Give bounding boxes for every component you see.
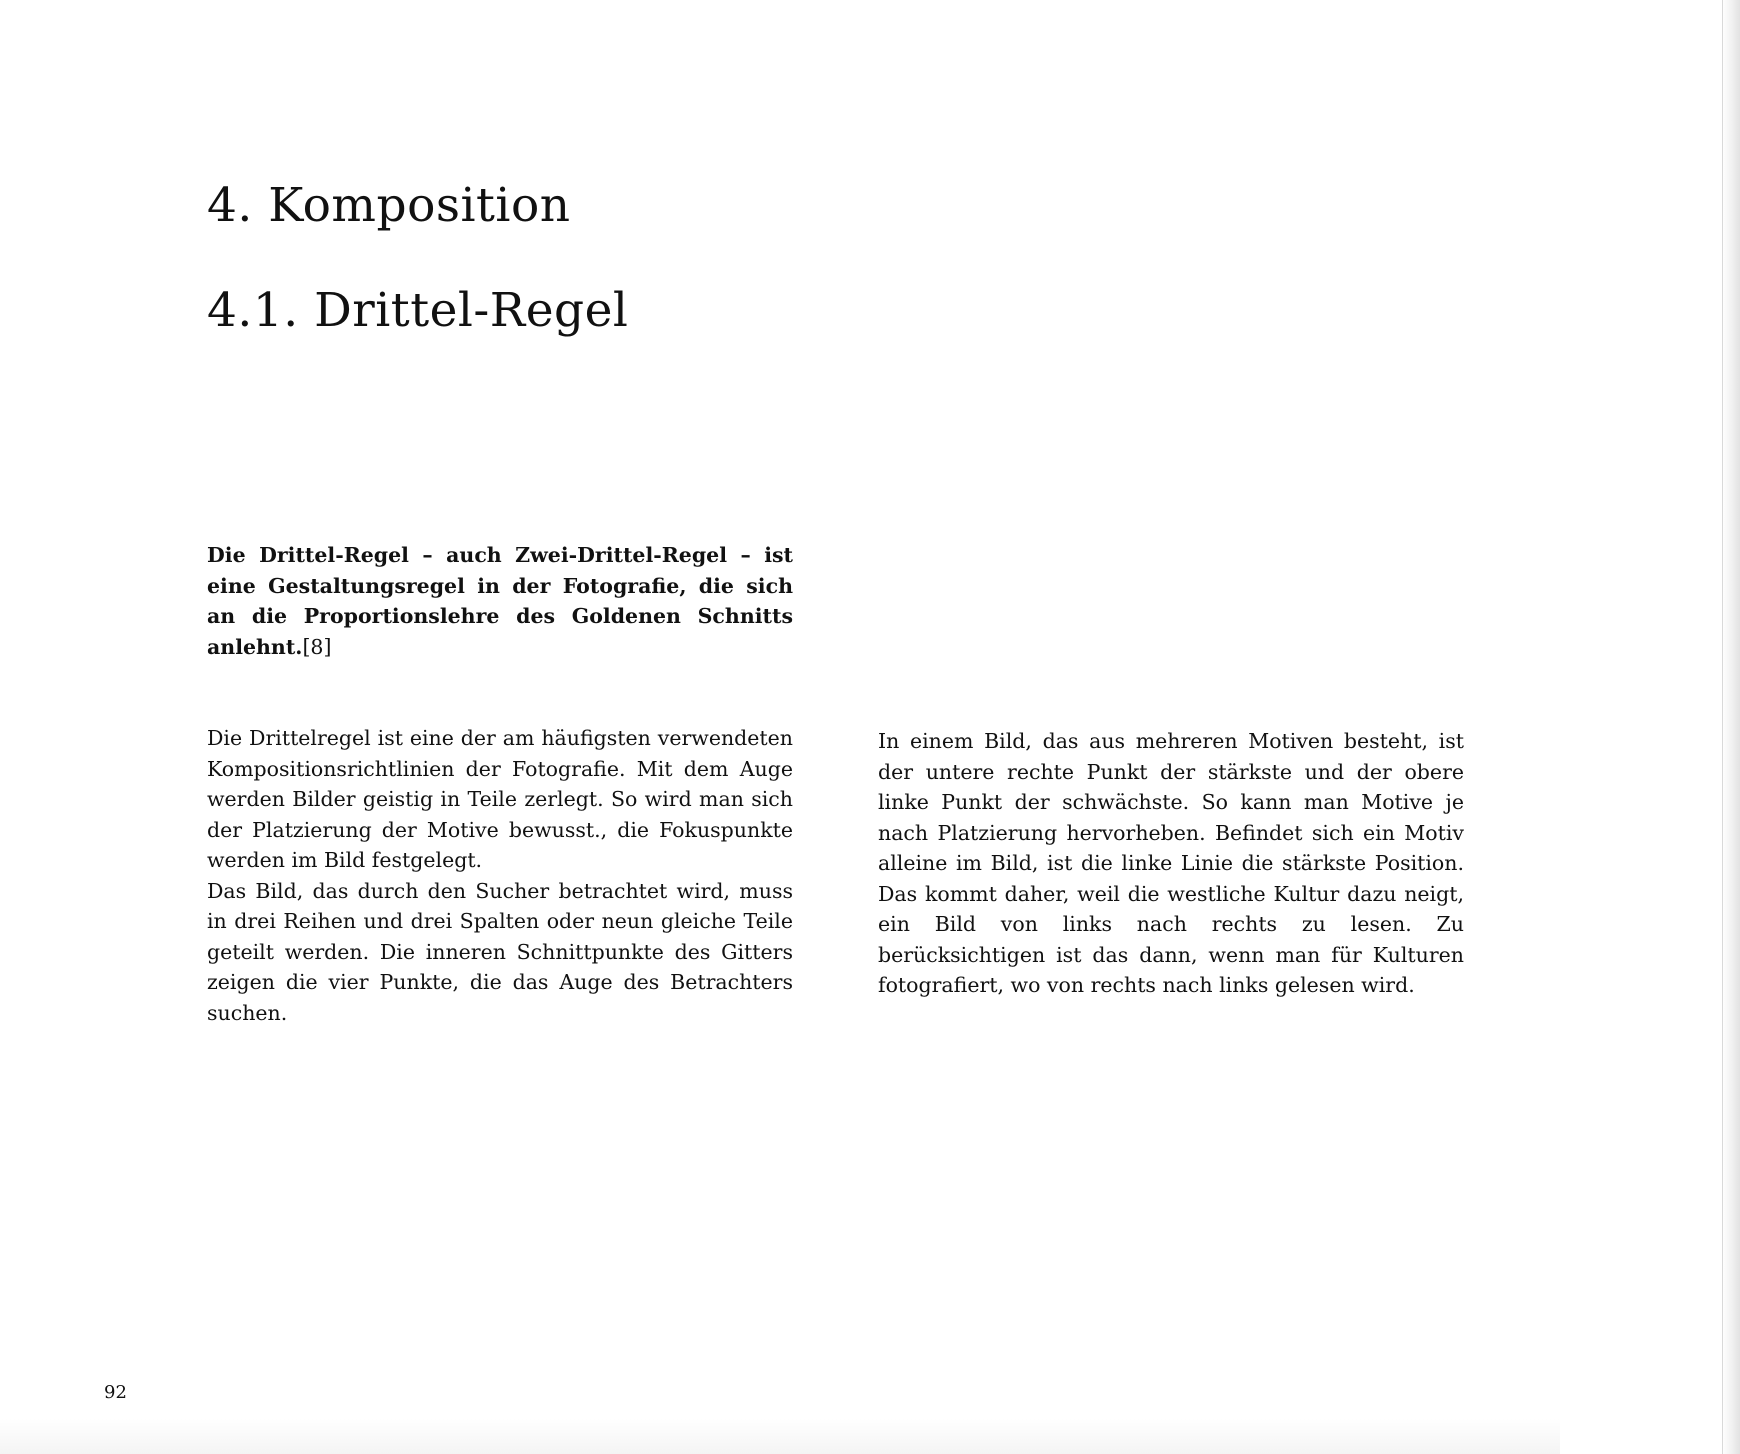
page-edge-line — [1722, 0, 1723, 1454]
body-paragraph: Die Drittelregel ist eine der am häufigsten verwendeten Kompositionsrichtlinien der Fotografie. Mit dem Auge werden Bilder geistig in Teile zerlegt. So wird man sich der Platzierung der Motive bewusst., die Fokuspunkte werden im Bild festgelegt. — [207, 726, 793, 872]
page-edge — [1722, 0, 1740, 1454]
bottom-shadow — [0, 1418, 1560, 1454]
left-text-column — [207, 723, 793, 1028]
body-paragraph: Das Bild, das durch den Sucher betrachtet wird, muss in drei Reihen und drei Spalten oder neun gleiche Teile geteilt werden. Die inneren Schnittpunkte des Gitters zeigen die vier Punkte, die das Auge des Betrachters suchen. — [207, 878, 793, 1025]
intro-paragraph — [207, 540, 793, 662]
right-text-column — [878, 726, 1464, 1001]
chapter-heading: 4. Komposition — [207, 178, 571, 233]
citation-reference: [8] — [302, 634, 332, 659]
section-heading: 4.1. Drittel-Regel — [207, 283, 629, 338]
page-number: 92 — [104, 1382, 127, 1403]
body-paragraph: In einem Bild, das aus mehreren Motiven besteht, ist der untere rechte Punkt der stärkste und der obere linke Punkt der schwächste. So kann man Motive je nach Platzierung hervorheben. Befindet sich ein Motiv alleine im Bild, ist die linke Linie die stärkste Position. Das kommt daher, weil die westliche Kultur dazu neigt, ein Bild von links nach rechts zu lesen. Zu berücksichtigen ist das dann, wenn man für Kulturen fotografiert, wo von rechts nach links gelesen wird. — [878, 729, 1464, 997]
intro-bold-text: Die Drittel-Regel – auch Zwei-Drittel-Regel – ist eine Gestaltungsregel in der Fotografie, die sich an die Proportionslehre des Goldenen Schnitts anlehnt. — [207, 543, 793, 659]
